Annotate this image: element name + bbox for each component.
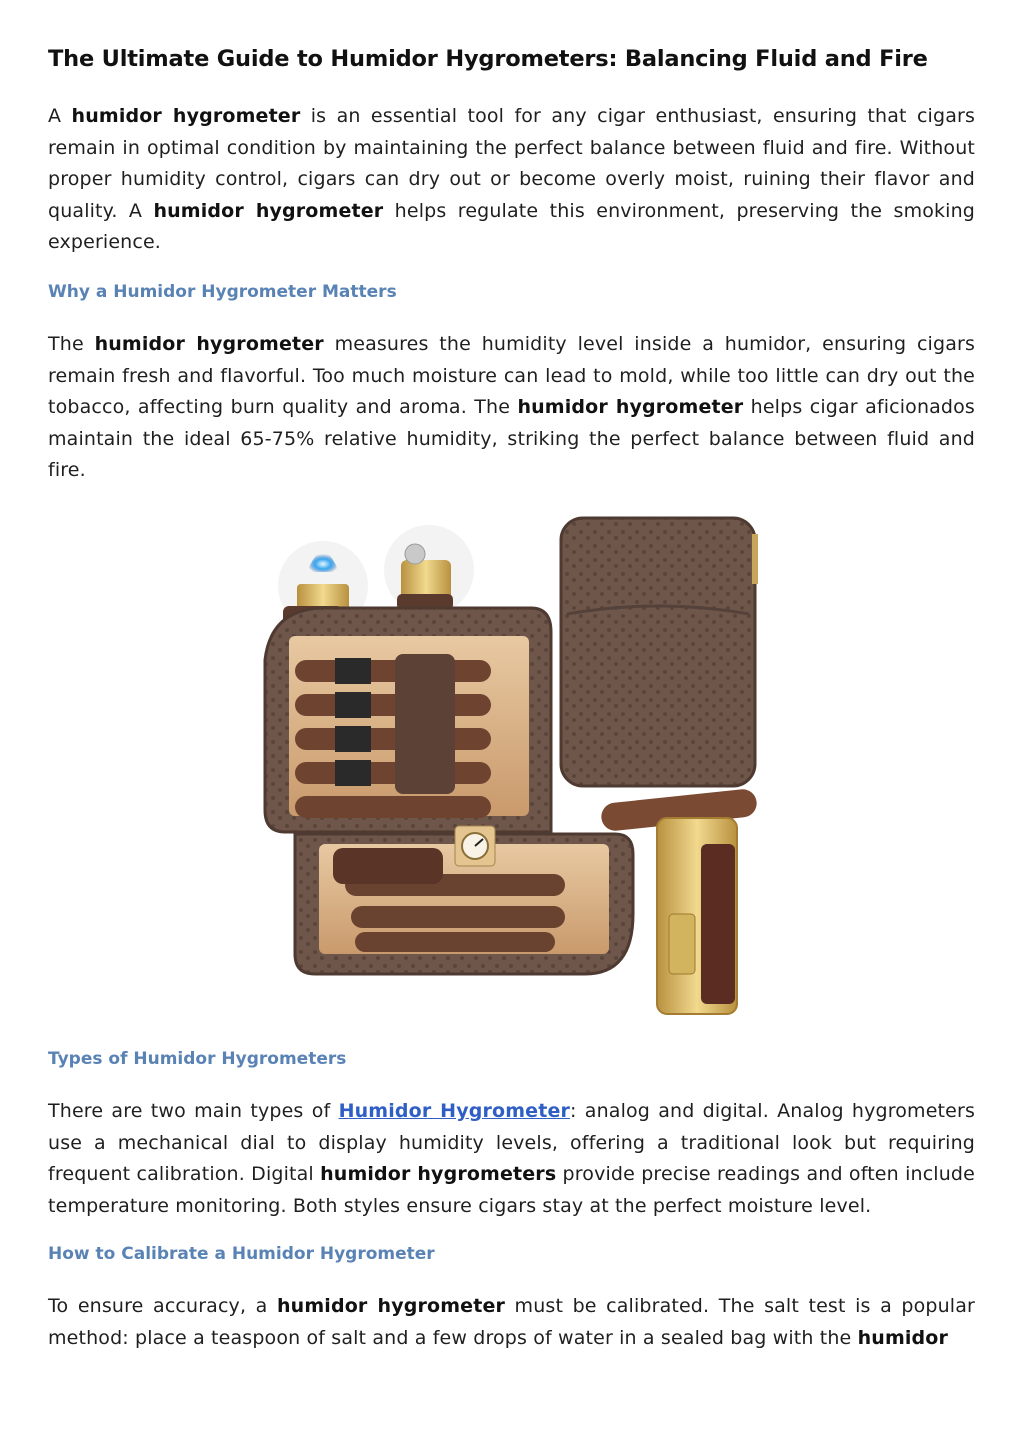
cutter-icon	[384, 525, 474, 615]
section-heading-why: Why a Humidor Hygrometer Matters	[48, 282, 397, 302]
intro-paragraph	[48, 101, 975, 259]
humidor-product-image	[255, 514, 767, 1026]
humidor-case-icon	[561, 518, 755, 786]
why-bold-1: humidor hygrometer	[94, 333, 324, 355]
intro-text-1: A	[48, 105, 72, 127]
intro-text-2: is an essential tool for any cigar enthusiast, ensuring that cigars remain in optimal condition by maintaining the perfect balance between fluid and fire. Without proper humidity control, cigars can dry out or become overly moist, ruining their flavor and quality. A	[48, 105, 975, 222]
types-text-1: There are two main types of	[48, 1100, 339, 1122]
intro-text-3: helps regulate this environment, preserving the smoking experience.	[48, 199, 975, 253]
types-text-2: : analog and digital. Analog hygrometers use a mechanical dial to display humidity levels, offering a traditional look but requiring frequent calibration. Digital	[48, 1100, 975, 1185]
calibrate-bold-2: humidor	[857, 1326, 949, 1349]
types-paragraph	[48, 1096, 975, 1222]
why-paragraph	[48, 329, 975, 487]
page-title: The Ultimate Guide to Humidor Hygrometers: Balancing Fluid and Fire	[48, 46, 928, 72]
why-text-2: measures the humidity level inside a humidor, ensuring cigars remain fresh and flavorful. Too much moisture can lead to mold, while too little can dry out the tobacco, affecting burn quality and aroma. The	[48, 333, 975, 418]
calibrate-paragraph	[48, 1291, 975, 1354]
why-bold-2: humidor hygrometer	[517, 396, 744, 418]
section-heading-types: Types of Humidor Hygrometers	[48, 1049, 347, 1069]
humidor-hygrometer-link[interactable]: Humidor Hygrometer	[338, 1100, 571, 1122]
types-text-3: provide precise readings and often include temperature monitoring. Both styles ensure cigars stay at the perfect moisture level.	[48, 1163, 975, 1217]
intro-bold-2: humidor hygrometer	[153, 199, 384, 222]
types-bold-1: humidor hygrometers	[320, 1163, 557, 1185]
hygrometer-icon	[455, 826, 495, 866]
torch-lighter	[657, 818, 737, 1014]
calibrate-bold-1: humidor hygrometer	[277, 1295, 506, 1317]
why-text-1: The	[48, 333, 95, 355]
calibrate-text-1: To ensure accuracy, a	[48, 1295, 277, 1317]
intro-bold-1: humidor hygrometer	[71, 105, 301, 127]
calibrate-text-2: must be calibrated. The salt test is a popular method: place a teaspoon of salt and a few drops of water in a sealed bag with the	[48, 1295, 975, 1349]
section-heading-calibrate: How to Calibrate a Humidor Hygrometer	[48, 1244, 435, 1264]
why-text-3: helps cigar aficionados maintain the ideal 65-75% relative humidity, striking the perfect balance between fluid and fire.	[48, 396, 975, 481]
